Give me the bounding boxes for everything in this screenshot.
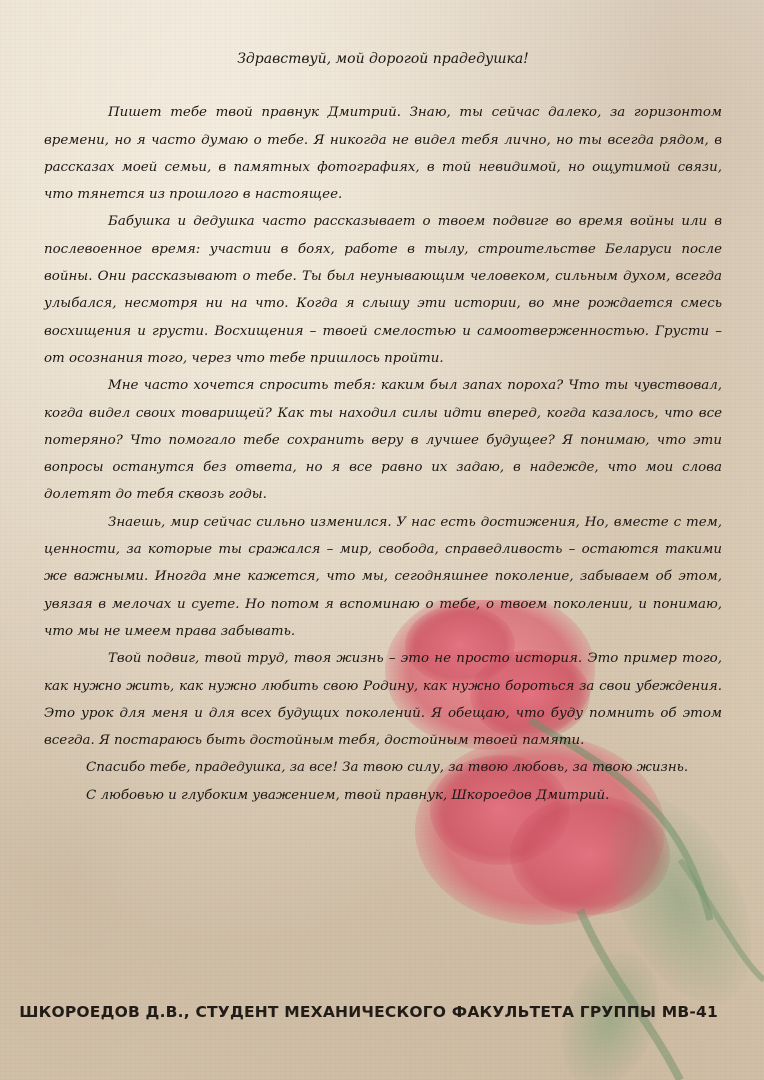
letter-greeting: Здравствуй, мой дорогой прадедушка! [237, 51, 529, 67]
letter-closing: С любовью и глубоким уважением, твой правнук, Шкороедов Дмитрий. [86, 787, 610, 803]
letter-body [44, 46, 722, 809]
author-caption: ШКОРОЕДОВ Д.В., СТУДЕНТ МЕХАНИЧЕСКОГО ФАКУЛЬТЕТА ГРУППЫ МВ-41 [19, 1003, 718, 1021]
letter-paragraph-6: Спасибо тебе, прадедушка, за все! За твою силу, за твою любовь, за твою жизнь. [86, 760, 689, 776]
letter-paragraph-5: Твой подвиг, твой труд, твоя жизнь – это не просто история. Это пример того, как нужно жить, как нужно любить свою Родину, как нужно бороться за свои убеждения. Это урок для меня и для всех будущих поколений. Я обещаю, что буду помнить об этом всегда. Я постараюсь быть достойным тебя, достойным твоей памяти. [44, 651, 722, 749]
letter-paragraph-1: Пишет тебе твой правнук Дмитрий. Знаю, ты сейчас далеко, за горизонтом времени, но я часто думаю о тебе. Я никогда не видел тебя лично, но ты всегда рядом, в рассказах моей семьи, в памятных фотографиях, в той невидимой, но ощутимой связи, что тянется из прошлого в настоящее. [44, 105, 722, 203]
letter-paragraph-4: Знаешь, мир сейчас сильно изменился. У нас есть достижения, Но, вместе с тем, ценности, за которые ты сражался – мир, свобода, справедливость – остаются такими же важными. Иногда мне кажется, что мы, сегодняшнее поколение, забываем об этом, увязая в мелочах и суете. Но потом я вспоминаю о тебе, о твоем поколении, и понимаю, что мы не имеем права забывать. [44, 514, 722, 639]
letter-paragraph-2: Бабушка и дедушка часто рассказывает о твоем подвиге во время войны или в послевоенное время: участии в боях, работе в тылу, строительстве Беларуси после войны. Они рассказывают о тебе. Ты был неунывающим человеком, сильным духом, всегда улыбался, несмотря ни на что. Когда я слышу эти истории, во мне рождается смесь восхищения и грусти. Восхищения – твоей смелостью и самоотверженностью. Грусти – от осознания того, через что тебе пришлось пройти. [44, 214, 722, 366]
letter-paragraph-3: Мне часто хочется спросить тебя: каким был запах пороха? Что ты чувствовал, когда видел своих товарищей? Как ты находил силы идти вперед, когда казалось, что все потеряно? Что помогало тебе сохранить веру в лучшее будущее? Я понимаю, что эти вопросы останутся без ответа, но я все равно их задаю, в надежде, что мои слова долетят до тебя сквозь годы. [44, 378, 722, 503]
